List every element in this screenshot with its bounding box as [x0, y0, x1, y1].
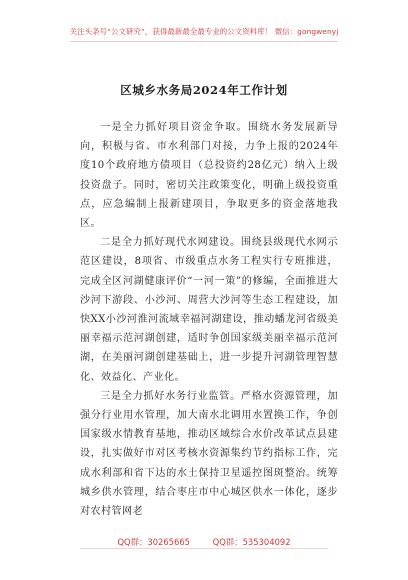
qq-group-2: QQ群：535304092	[212, 537, 291, 547]
footer-divider	[80, 548, 328, 549]
footer-contact	[0, 536, 408, 548]
paragraph-1: 一是全力抓好项目资金争取。围绕水务发展新导向，积极与省、市水利部门对接，力争上报的2024年度10个政府地方债项目（总投资约28亿元）纳入上级投资盘子。同时，密切关注政策变化，明确上级投资重点，应急编制上报新建项目，争取更多的资金落地我区。	[80, 122, 338, 230]
document-body	[80, 118, 338, 521]
header-divider	[70, 41, 338, 42]
page-title: 区城乡水务局2024年工作计划	[120, 83, 288, 97]
paragraph-3: 三是全力抓好水务行业监管。严格水资源管理，加强分行业用水管理，加大南水北调用水置换工作，争创国家级水情教育基地，推动区域综合水价改革试点县建设，扎实做好市对区考核水资源集约节约指标工作，完成水利部和省下达的水土保持卫星遥控图斑整治。统筹城乡供水管理，结合枣庄市中心城区供水一体化，逐步对农村管网老	[80, 390, 338, 518]
header-banner: 关注头条号“公文研究”，获得最新最全最专业的公文资料库！ 微信：gongwenyj	[69, 27, 339, 36]
paragraph-2: 二是全力抓好现代水网建设。围绕县级现代水网示范区建设，8项省、市级重点水务工程实行专班推进，完成全区河湖健康评价“一河一策”的修编，全面推进大沙河下游段、小沙河、周营大沙河等生态工程建设，加快XX小沙河淮河流域幸福河湖建设，推动蟠龙河省级美丽幸福示范河湖创建，适时争创国家级美丽幸福示范河湖，在美丽河湖创建基础上，进一步提升河湖管理智慧化、效益化、产业化。	[80, 237, 338, 383]
qq-group-1: QQ群：30265665	[117, 537, 190, 547]
